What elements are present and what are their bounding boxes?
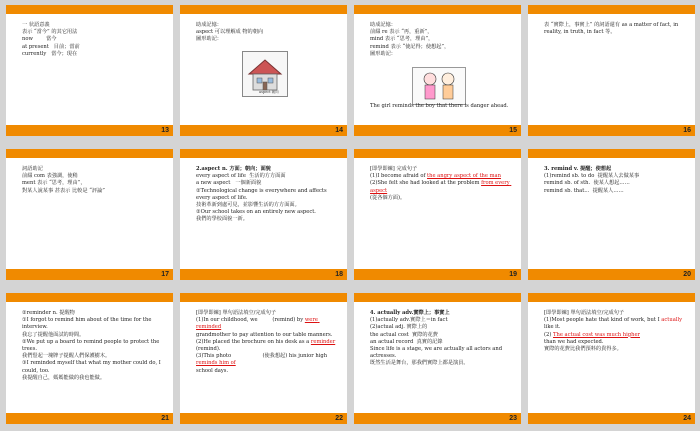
slide-heading: 2.aspect n. 方面；朝向；面貌 [196,166,271,172]
slide-top-bar [180,5,347,14]
text-line: aspect 可以理解成 物的朝向 [196,29,264,36]
slide-top-bar [180,293,347,302]
text-line: remind 表示 “使記得；使想起”， [370,43,450,50]
text-line: at present 目前；當前 [22,43,80,50]
text-line: an actual record 真實的記錄 [370,338,443,345]
slide-top-bar [528,149,695,158]
slide-caption [370,103,513,110]
text-line: now 當今 [22,36,57,43]
text-line: school days. [196,367,229,374]
text-line [196,317,339,331]
text-line: [即學即練] 單句語法填空/完成句子 [196,310,277,316]
text-line: (從各個方面)。 [370,194,406,201]
slide-19[interactable] [354,149,521,280]
answer-fill: actually [661,317,683,324]
slide-number: 22 [335,415,343,422]
slide-body [22,166,165,195]
slide-heading: 3. remind v. 提醒；使想起 [544,166,612,172]
text-line: 表 “實際上，事實上” 的詞語還有 as a matter of fact, in reality, in truth, in fact 等。 [544,22,680,36]
text-line: than we had expected. [544,338,604,345]
slide-top-bar [354,5,521,14]
slide-number: 15 [509,127,517,134]
text-line: a new aspect 一個新面貌 [196,180,262,187]
text-line [196,353,339,367]
slide-24[interactable] [528,293,695,424]
text-line: 對某人說某事 甚表示 比較是 “評論” [22,187,105,194]
text-line: 我忘了提醒他面試的時間。 [22,331,85,338]
slide-number: 20 [683,271,691,278]
slide-number: 23 [509,415,517,422]
text-line: (1)remind sb. to do 提醒某人去做某事 [544,173,640,180]
text-line: ment 表示 “思考，理由”， [22,180,86,187]
text-span: (2)She felt she had looked at the problem [370,180,480,187]
slide-body [370,166,513,202]
slide-number: 24 [683,415,691,422]
image-label: aspect 朝向 [259,90,279,94]
text-line: 前綴 re 表示 “再，重新”， [370,29,433,36]
slide-bottom-bar [180,413,347,424]
text-line: (2)actual adj. 實際上的 [370,324,428,331]
slide-23[interactable] [354,293,521,424]
text-line [544,317,687,324]
slide-body [196,166,339,224]
text-line: 圖形助記： [196,36,222,43]
text-line: (1)actually adv.實際上＝in fact [370,317,448,324]
text-line: 圖形助記： [370,50,396,57]
slide-bottom-bar [528,269,695,280]
slide-bottom-bar [6,125,173,136]
slide-top-bar [528,293,695,302]
text-span: (1)Most people hate that kind of work, but I [544,317,660,324]
text-span: (1)I become afraid of [370,173,426,180]
slide-body [22,310,165,382]
slide-body [544,22,687,36]
text-line: the actual cost 實際的花費 [370,331,438,338]
text-span: (3)This photo (使我想起) his junior high [196,353,328,360]
slide-bottom-bar [180,125,347,136]
slide-number: 18 [335,271,343,278]
slide-number: 21 [161,415,169,422]
slide-top-bar [354,149,521,158]
slide-number: 19 [509,271,517,278]
text-line: 我們的學校面貌一新。 [196,216,248,223]
text-line: [即學即練] 完成句子 [370,166,418,172]
slide-22[interactable] [180,293,347,424]
children-illustration [412,67,466,105]
slide-top-bar [354,293,521,302]
answer-fill: The actual cost was much higher [553,331,640,338]
text-line: remind sb. that... 提醒某人…… [544,187,624,194]
text-line: mind 表示 “思考，理由”， [370,36,434,43]
text-line: ②We put up a board to remind people to protect the trees. [22,338,161,353]
slide-14[interactable] [180,5,347,136]
answer-fill: reminds him of [196,360,236,367]
answer-fill: were reminded [196,317,320,331]
slide-top-bar [528,5,695,14]
slide-16[interactable] [528,5,695,136]
text-line: 表示 “當今” 的其它用法 [22,29,78,36]
slide-heading: 4. actually adv.實際上；事實上 [370,310,450,316]
answer-fill: the angry aspect of the man [427,173,501,180]
slide-20[interactable] [528,149,695,280]
answer-fill: reminder [310,338,336,345]
text-line: 實際的花費比我們預料的貴得多。 [544,346,622,353]
slide-15[interactable] [354,5,521,136]
slide-body [196,310,339,375]
text-line: 詞語助記 [22,166,43,172]
text-span: (2) [544,331,552,338]
slide-number: 14 [335,127,343,134]
text-line: 我提醒自己，媽媽能做的我也能做。 [22,374,106,381]
text-line: Since life is a stage, we are actually all actors and actresses. [370,346,504,360]
slide-top-bar [6,5,173,14]
slide-18[interactable] [180,149,347,280]
slide-body [370,310,513,368]
slide-body [544,166,687,195]
slide-bottom-bar [354,125,521,136]
text-span: (1)In our childhood, we (remind) by [196,317,304,324]
text-line: 前綴 com 表強調，使稍 [22,173,78,180]
text-line: grandmother to pay attention to our table manners. [196,331,333,338]
house-illustration [242,51,288,97]
slide-body [544,310,687,353]
text-line: [即學即練] 單句語法填空/完成句子 [544,310,625,316]
slide-13[interactable] [6,5,173,136]
slide-body [196,22,339,44]
text-line: 助成記憶： [370,22,396,28]
slide-top-bar [6,149,173,158]
text-line: 我們豎起一塊牌子提醒人們保護樹木。 [22,353,111,360]
text-line: ②reminder n. 提醒物 [22,310,75,316]
text-line: remind sb. of sth. 使某人想起…… [544,180,630,187]
slide-bottom-bar [180,269,347,280]
text-line: 既然生活是舞台，那我們實際上都是演員。 [370,360,469,367]
text-line: ②Our school takes on an entirely new aspect. [196,209,316,216]
text-line [544,332,687,339]
answer-fill: from every aspect [370,180,512,194]
text-line: every aspect of life 生活的方方面面 [196,173,286,180]
text-line: ②Technological change is everywhere and affects every aspect of life. [196,187,329,201]
text-line: ①I forgot to remind him about of the time for the interview. [22,317,154,331]
slide-bottom-bar [528,125,695,136]
slide-body [370,22,513,58]
slide-bottom-bar [354,269,521,280]
caption-text: The girl reminds the boy that there is danger ahead. [370,103,509,109]
slide-21[interactable] [6,293,173,424]
slide-body [22,22,165,58]
text-line: 技術革新到處可見，並影響生活的方方面面。 [196,202,300,209]
text-span: (2)He placed the brochure on his desk as a [196,338,310,345]
slide-bottom-bar [354,413,521,424]
slide-top-bar [180,149,347,158]
text-line: currently 當今；現在 [22,50,78,57]
text-line [370,180,513,194]
text-line: like it. [544,324,561,331]
text-line [196,339,339,346]
slide-number: 16 [683,127,691,134]
slide-number: 17 [161,271,169,278]
slide-number: 13 [161,127,169,134]
text-line: 一 状語意義 [22,22,50,28]
slide-top-bar [6,293,173,302]
slide-bottom-bar [528,413,695,424]
text-line: 助成記憶： [196,22,222,28]
text-line: ③I reminded myself that what my mother could do, I could, too. [22,360,163,374]
slide-17[interactable] [6,149,173,280]
text-line: (remind). [196,346,221,353]
slide-bottom-bar [6,269,173,280]
slide-bottom-bar [6,413,173,424]
